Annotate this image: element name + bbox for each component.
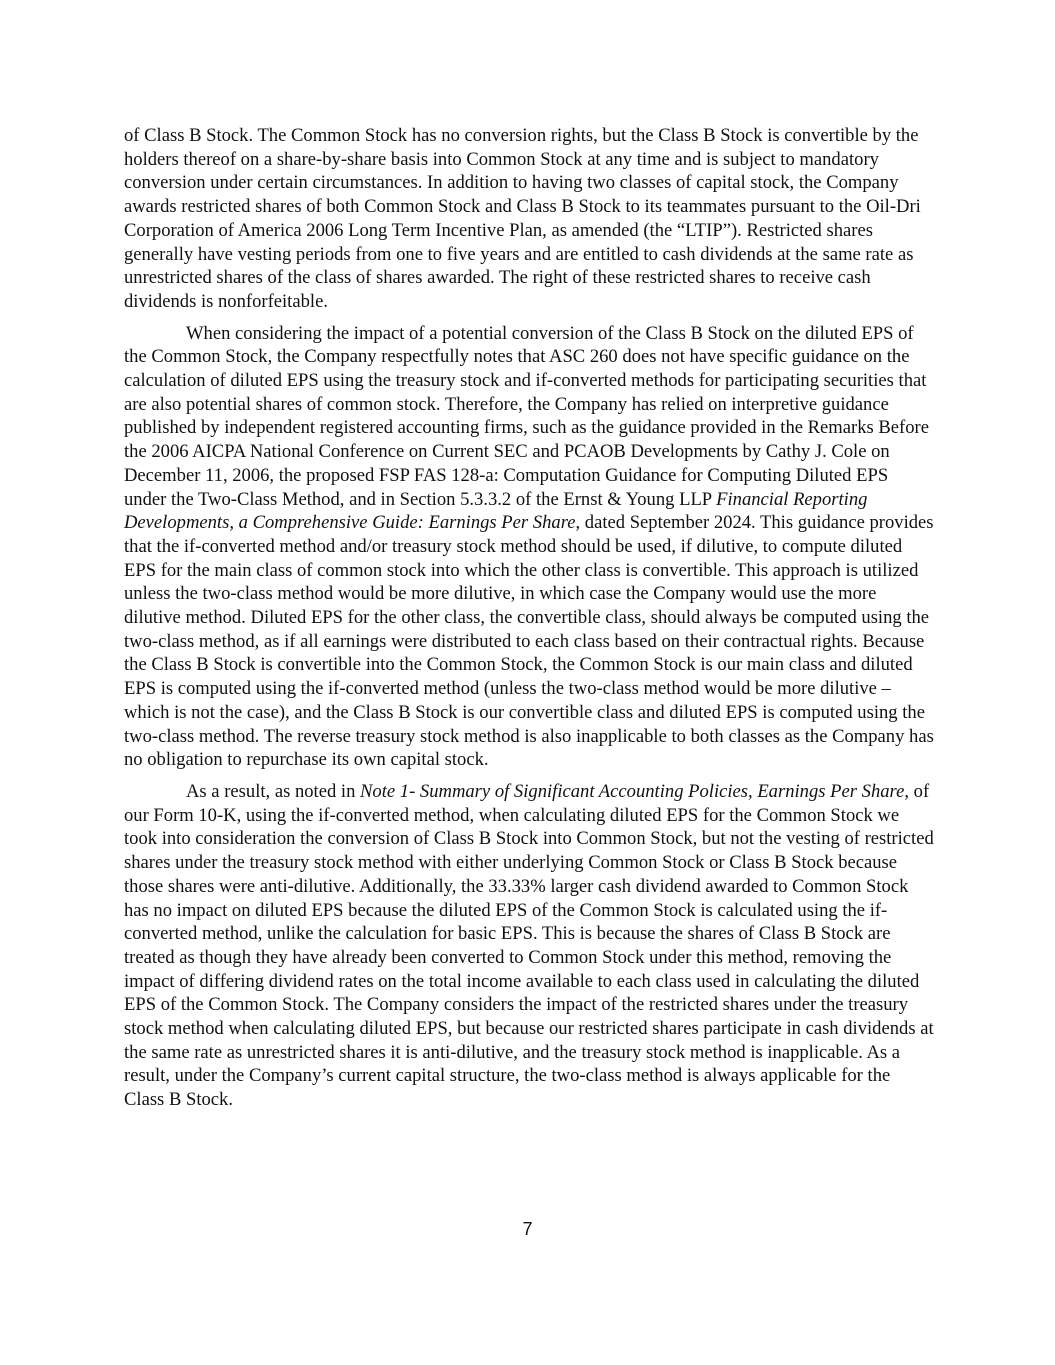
publication-title: Financial Reporting Developments, a Comprehensive Guide: Earnings Per Share — [124, 488, 868, 534]
paragraph-class-b-stock-conversion — [124, 124, 934, 314]
paragraph-text: , of our Form 10-K, using the if-converted method, when calculating diluted EPS for the Common Stock we took into consideration the conversion of Class B Stock into Common Stock, but not the vesting of restricted shares under the treasury stock method with either underlying Common Stock or Class B Stock because those shares were anti-dilutive. Additionally, the 33.33% larger cash dividend awarded to Common Stock has no impact on diluted EPS because the diluted EPS of the Common Stock is calculated using the if-converted method, unlike the calculation for basic EPS. This is because the shares of Class B Stock are treated as though they have already been converted to Common Stock under this method, removing the impact of differing dividend rates on the total income available to each class used in calculating the diluted EPS of the Common Stock. The Company considers the impact of the restricted shares under the treasury stock method when calculating diluted EPS, but because our restricted shares participate in cash dividends at the same rate as unrestricted shares it is anti-dilutive, and the treasury stock method is inapplicable. As a result, under the Company’s current capital structure, the two-class method is always applicable for the Class B Stock. — [124, 780, 934, 1111]
paragraph-text: As a result, as noted in — [186, 780, 361, 802]
paragraph-text: When considering the impact of a potential conversion of the Class B Stock on the diluted EPS of the Common Stock, the Company respectfully notes that ASC 260 does not have specific guidance on the calculation of diluted EPS using the treasury stock and if-converted methods for participating securities that are also potential shares of common stock. Therefore, the Company has relied on interpretive guidance published by independent registered accounting firms, such as the guidance provided in the Remarks Before the 2006 AICPA National Conference on Current SEC and PCAOB Developments by Cathy J. Cole on December 11, 2006, the proposed FSP FAS 128-a: Computation Guidance for Computing Diluted EPS under the Two-Class Method, and in Section 5.3.3.2 of the Ernst & Young LLP — [124, 322, 929, 510]
page-number: 7 — [522, 1219, 533, 1239]
note-reference: Note 1- Summary of Significant Accounting Policies, Earnings Per Share — [360, 780, 905, 802]
paragraph-diluted-eps-guidance — [124, 322, 934, 772]
paragraph-text: of Class B Stock. The Common Stock has no conversion rights, but the Class B Stock is convertible by the holders thereof on a share-by-share basis into Common Stock at any time and is subject to mandatory conversion under certain circumstances. In addition to having two classes of capital stock, the Company awards restricted shares of both Common Stock and Class B Stock to its teammates pursuant to the Oil-Dri Corporation of America 2006 Long Term Incentive Plan, as amended (the “LTIP”). Restricted shares generally have vesting periods from one to five years and are entitled to cash dividends at the same rate as unrestricted shares of the class of shares awarded. The right of these restricted shares to receive cash dividends is nonforfeitable. — [124, 125, 921, 312]
body-text — [124, 124, 934, 1120]
paragraph-if-converted-result — [124, 780, 934, 1112]
paragraph-text: , dated September 2024. This guidance provides that the if-converted method and/or treasury stock method should be used, if dilutive, to compute diluted EPS for the main class of common stock into which the other class is convertible. This approach is utilized unless the two-class method would be more dilutive, in which case the Company would use the more dilutive method. Diluted EPS for the other class, the convertible class, should always be computed using the two-class method, as if all earnings were distributed to each class based on their contractual rights. Because the Class B Stock is convertible into the Common Stock, the Common Stock is our main class and diluted EPS is computed using the if-converted method (unless the two-class method would be more dilutive – which is not the case), and the Class B Stock is our convertible class and diluted EPS is computed using the two-class method. The reverse treasury stock method is also inapplicable to both classes as the Company has no obligation to repurchase its own capital stock. — [124, 512, 934, 771]
